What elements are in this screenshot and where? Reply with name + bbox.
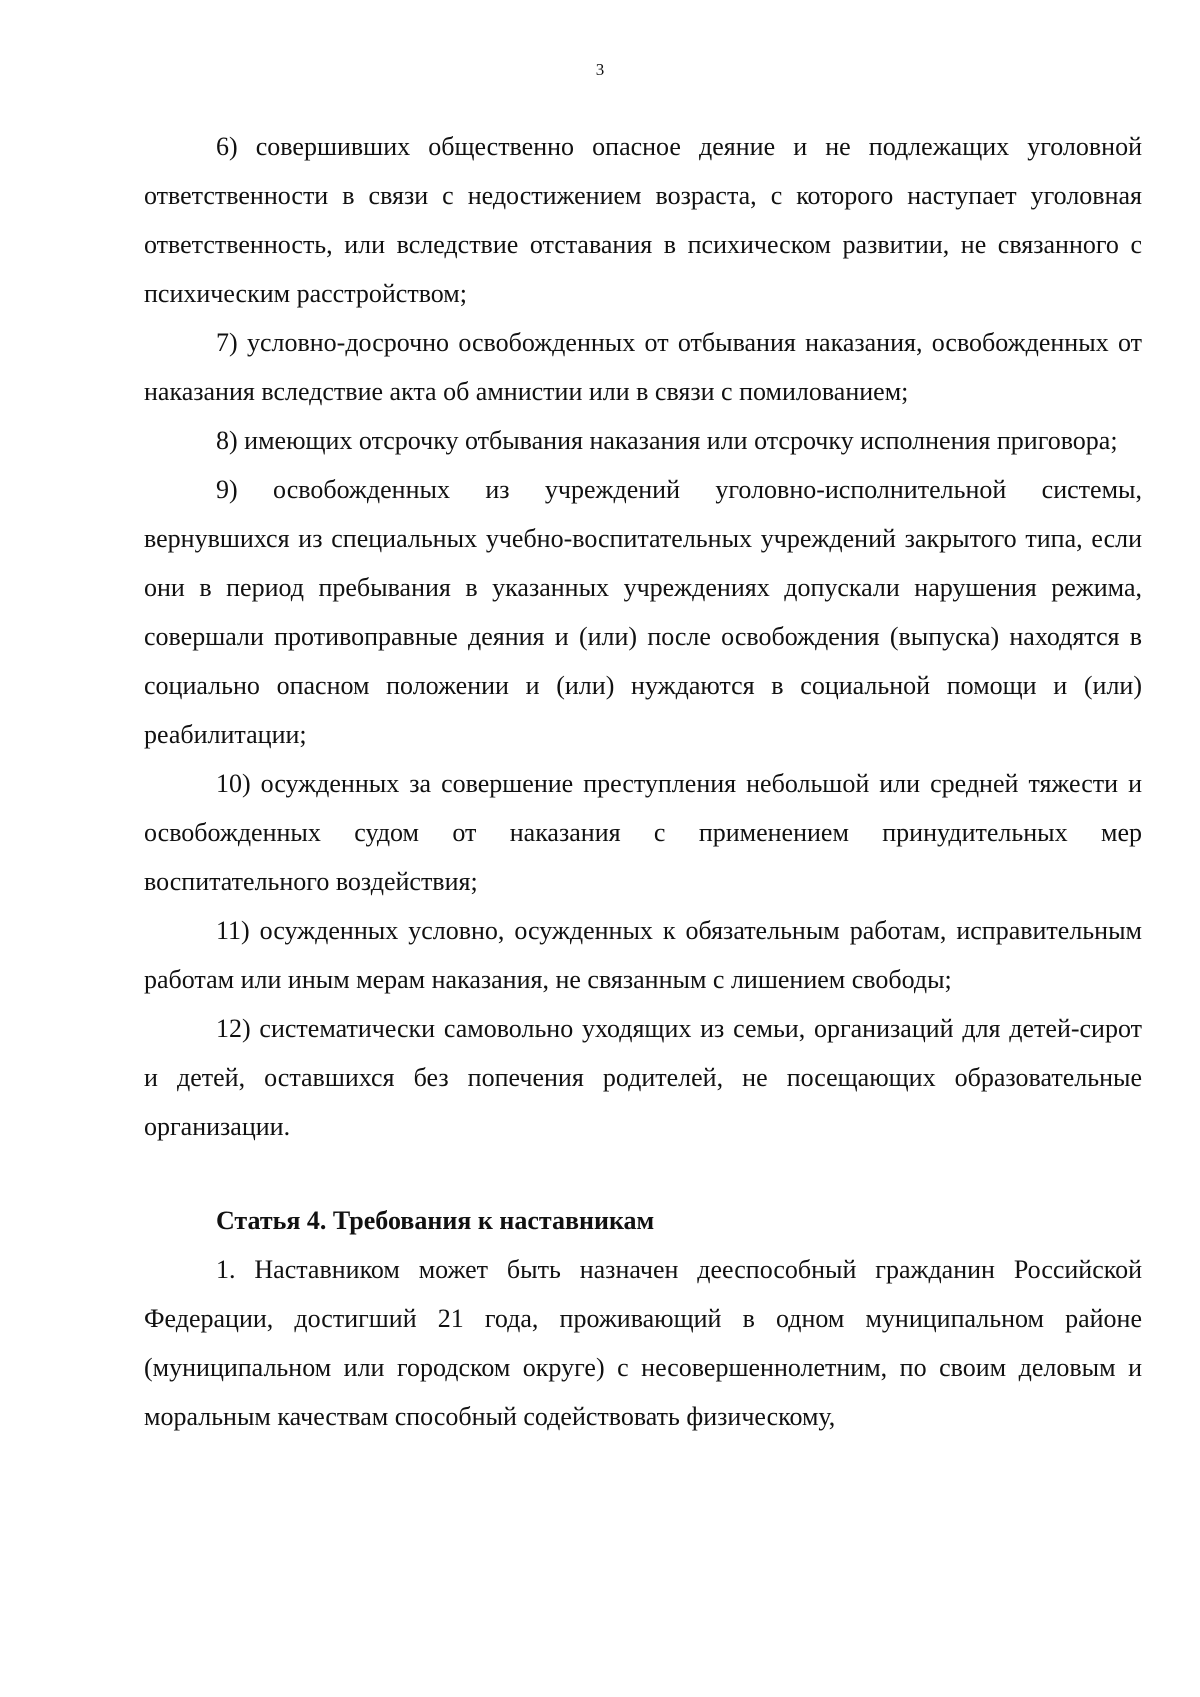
article-heading: Статья 4. Требования к наставникам	[216, 1206, 655, 1235]
list-item-6: 6) совершивших общественно опасное деяние и не подлежащих уголовной ответственности в связи с недостижением возраста, с которого наступает уголовная ответственность, или вследствие отставания в психическом развитии, не связанного с психическим расстройством;	[144, 132, 1142, 308]
article-paragraph-1: 1. Наставником может быть назначен дееспособный гражданин Российской Федерации, достигший 21 года, проживающий в одном муниципальном районе (муниципальном или городском округе) с несовершеннолетним, по своим деловым и моральным качествам способный содействовать физическому,	[144, 1255, 1142, 1431]
page-number: 3	[595, 60, 605, 79]
list-item-7: 7) условно-досрочно освобожденных от отбывания наказания, освобожденных от наказания вследствие акта об амнистии или в связи с помилованием;	[144, 328, 1142, 406]
list-item-12: 12) систематически самовольно уходящих из семьи, организаций для детей-сирот и детей, оставшихся без попечения родителей, не посещающих образовательные организации.	[144, 1014, 1142, 1141]
list-item-11: 11) осужденных условно, осужденных к обязательным работам, исправительным работам или иным мерам наказания, не связанным с лишением свободы;	[144, 916, 1142, 994]
document-body	[144, 122, 1142, 1441]
list-item-8: 8) имеющих отсрочку отбывания наказания или отсрочку исполнения приговора;	[216, 426, 1118, 455]
list-item-10: 10) осужденных за совершение преступления небольшой или средней тяжести и освобожденных судом от наказания с применением принудительных мер воспитательного воздействия;	[144, 769, 1142, 896]
list-item-9: 9) освобожденных из учреждений уголовно-исполнительной системы, вернувшихся из специальных учебно-воспитательных учреждений закрытого типа, если они в период пребывания в указанных учреждениях допускали нарушения режима, совершали противоправные деяния и (или) после освобождения (выпуска) находятся в социально опасном положении и (или) нуждаются в социальной помощи и (или) реабилитации;	[144, 475, 1142, 749]
